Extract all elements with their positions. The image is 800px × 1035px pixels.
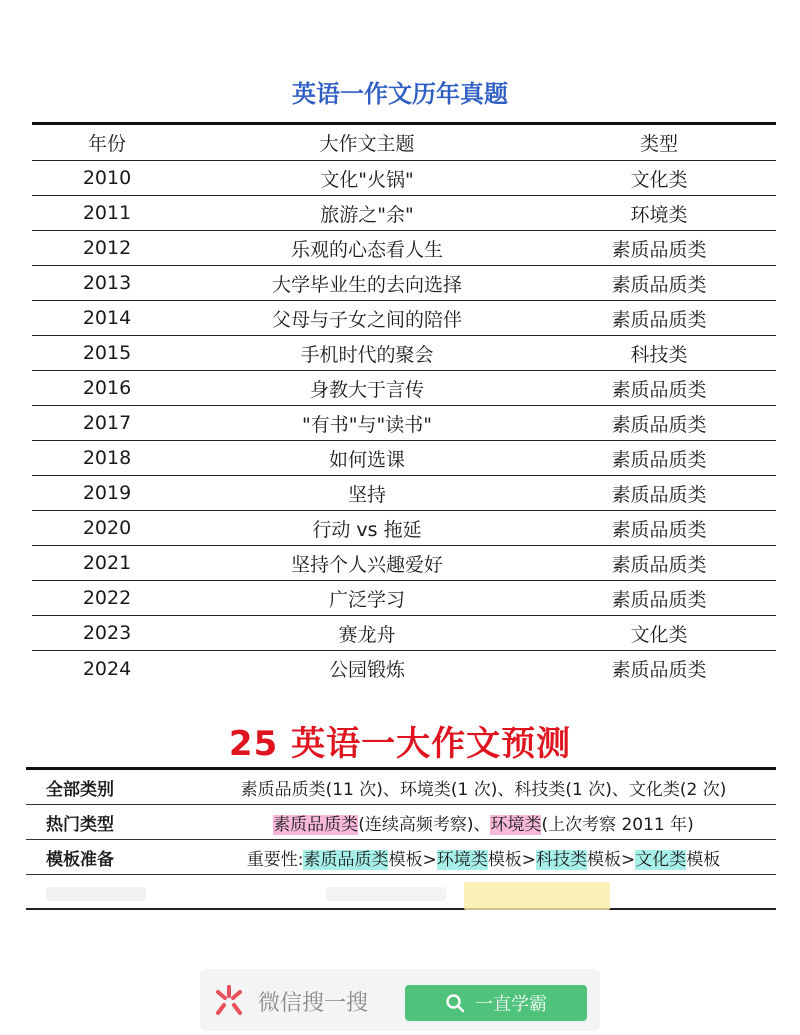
value-all-categories: 素质品质类(11 次)、环境类(1 次)、科技类(1 次)、文化类(2 次) (240, 779, 727, 800)
blurred-label (46, 887, 146, 901)
cell-type: 素质品质类 (611, 659, 707, 681)
cell-type: 环境类 (630, 203, 688, 226)
cell-topic: 大学毕业生的去向选择 (271, 273, 462, 296)
cell-type: 素质品质类 (611, 413, 707, 436)
cell-year: 2013 (82, 272, 132, 294)
cell-type: 素质品质类 (611, 273, 707, 296)
header-year: 年份 (87, 133, 126, 155)
table-row (32, 231, 776, 266)
table-row (32, 336, 776, 371)
label-hot-types: 热门类型 (46, 814, 114, 835)
row-template-prep (26, 840, 776, 875)
cell-topic: 旅游之"余" (320, 203, 414, 226)
table-row (32, 651, 776, 686)
template-highlight-4: 文化类 (635, 849, 687, 870)
table-row (32, 581, 776, 616)
blurred-text (326, 887, 446, 901)
template-highlight-2: 环境类 (436, 849, 488, 870)
page-title: 英语一作文历年真题 (292, 80, 508, 108)
label-template-prep: 模板准备 (46, 849, 114, 870)
cell-type: 素质品质类 (611, 238, 707, 261)
cell-year: 2022 (82, 587, 132, 609)
search-button[interactable] (405, 985, 587, 1021)
table-header-row (32, 125, 776, 161)
highlight-environment-type: 环境类 (490, 814, 542, 835)
row-all-categories (26, 770, 776, 805)
cell-type: 素质品质类 (611, 448, 707, 471)
search-button-label: 一直学霸 (475, 994, 547, 1015)
table-row (32, 406, 776, 441)
cell-type: 文化类 (630, 168, 688, 191)
table-row (32, 616, 776, 651)
template-prefix: 重要性: (246, 849, 304, 870)
cell-year: 2024 (82, 657, 132, 680)
cell-year: 2010 (82, 167, 132, 189)
table-row (32, 161, 776, 196)
table-row (32, 546, 776, 581)
table-row (32, 266, 776, 301)
cell-year: 2017 (82, 412, 132, 434)
cell-year: 2018 (82, 447, 132, 469)
value-hot-types (191, 810, 776, 835)
prediction-title: 25 英语一大作文预测 (228, 724, 572, 764)
cell-topic: 如何选课 (328, 448, 405, 471)
cell-topic: 行动 vs 拖延 (312, 518, 422, 541)
template-sep-3: 模板> (586, 849, 636, 870)
header-type: 类型 (639, 133, 678, 155)
cell-type: 素质品质类 (611, 518, 707, 541)
cell-year: 2021 (82, 552, 132, 574)
template-sep-2: 模板> (487, 849, 536, 870)
cell-year: 2014 (82, 307, 132, 329)
cell-topic: 文化"火锅" (320, 168, 414, 191)
hot-types-text-2: (上次考察 2011 年) (541, 814, 694, 835)
cell-topic: 乐观的心态看人生 (290, 238, 443, 261)
hot-types-text-1: (连续高频考察)、 (358, 814, 491, 835)
cell-year: 2019 (82, 482, 132, 504)
value-template-prep (191, 845, 776, 870)
cell-topic: 公园锻炼 (328, 659, 405, 681)
cell-type: 文化类 (630, 623, 688, 646)
search-icon (445, 993, 465, 1013)
wechat-search-logo-icon (212, 983, 246, 1017)
table-row (32, 196, 776, 231)
wechat-search-bar[interactable] (200, 969, 600, 1031)
row-blurred (26, 875, 776, 910)
exam-topics-table (32, 122, 776, 686)
cell-type: 素质品质类 (611, 553, 707, 576)
label-all-categories: 全部类别 (46, 779, 114, 800)
cell-year: 2023 (82, 622, 132, 644)
table-row (32, 511, 776, 546)
cell-topic: 赛龙舟 (338, 623, 396, 646)
cell-topic: 手机时代的聚会 (300, 343, 434, 366)
cell-type: 科技类 (630, 343, 688, 366)
cell-type: 素质品质类 (611, 588, 707, 611)
highlight-quality-type: 素质品质类 (273, 814, 359, 835)
table-row (32, 476, 776, 511)
table-row (32, 301, 776, 336)
row-hot-types (26, 805, 776, 840)
table-row (32, 371, 776, 406)
cell-topic: 坚持 (347, 483, 386, 506)
cell-topic: 坚持个人兴趣爱好 (290, 553, 443, 576)
cell-topic: 广泛学习 (328, 588, 405, 611)
cell-year: 2015 (82, 342, 132, 364)
header-topic: 大作文主题 (319, 133, 415, 155)
template-sep-1: 模板> (388, 849, 437, 870)
prediction-table (26, 767, 776, 910)
template-sep-4: 模板 (686, 849, 721, 870)
table-row (32, 441, 776, 476)
cell-year: 2012 (82, 237, 132, 259)
cell-type: 素质品质类 (611, 378, 707, 401)
cell-topic: "有书"与"读书" (302, 413, 432, 436)
cell-topic: 父母与子女之间的陪伴 (271, 308, 462, 331)
template-highlight-3: 科技类 (535, 849, 587, 870)
cell-type: 素质品质类 (611, 483, 707, 506)
blurred-highlight (464, 882, 610, 910)
cell-type: 素质品质类 (611, 308, 707, 331)
cell-year: 2011 (82, 202, 132, 224)
wechat-search-label: 微信搜一搜 (258, 991, 369, 1016)
cell-topic: 身教大于言传 (309, 378, 424, 401)
cell-year: 2020 (82, 517, 132, 539)
cell-year: 2016 (82, 377, 132, 399)
template-highlight-1: 素质品质类 (303, 849, 389, 870)
